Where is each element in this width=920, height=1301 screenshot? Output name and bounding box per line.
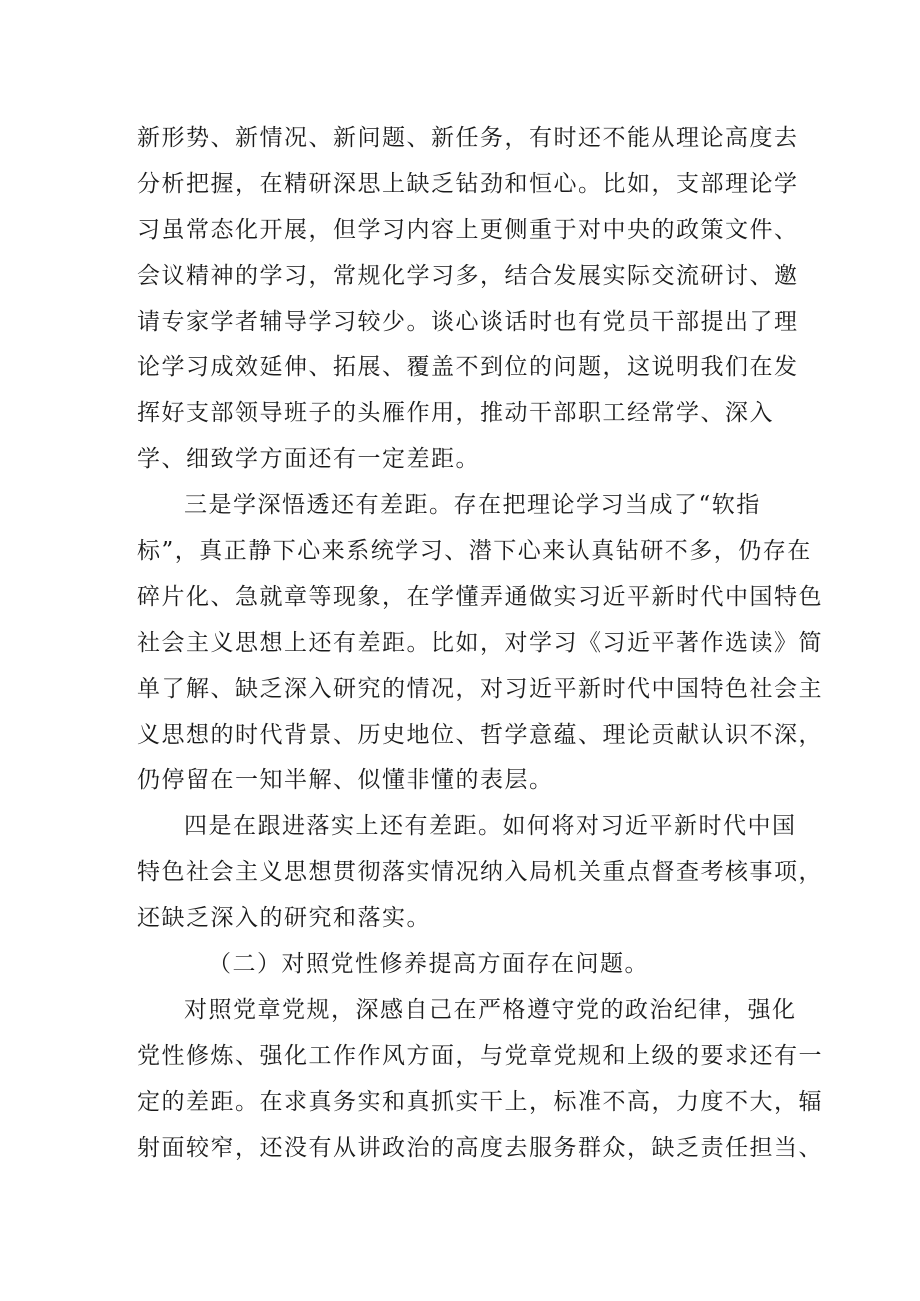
text-line: 还缺乏深入的研究和落实。 [137,905,431,932]
text-line: 定的差距。在求真务实和真抓实干上，标准不高，力度不大，辐 [137,1088,823,1115]
text-line: 论学习成效延伸、拓展、覆盖不到位的问题，这说明我们在发 [137,354,799,381]
text-line: 社会主义思想上还有差距。比如，对学习《习近平著作选读》简 [137,629,823,656]
paragraph-start-line: 三是学深悟透还有差距。存在把理论学习当成了“软指 [184,492,761,519]
text-line: 新形势、新情况、新问题、新任务，有时还不能从理论高度去 [137,125,799,151]
text-line: 党性修炼、强化工作作风方面，与党章党规和上级的要求还有一 [137,1042,823,1069]
paragraph-start-line: 四是在跟进落实上还有差距。如何将对习近平新时代中国 [184,813,797,840]
text-line: 义思想的时代背景、历史地位、哲学意蕴、理论贡献认识不深， [137,721,823,748]
text-line: 分析把握，在精研深思上缺乏钻劲和恒心。比如，支部理论学 [137,170,799,197]
text-line: 会议精神的学习，常规化学习多，结合发展实际交流研讨、邀 [137,262,799,289]
text-line: 特色社会主义思想贯彻落实情况纳入局机关重点督查考核事项， [137,859,823,886]
text-line: 请专家学者辅导学习较少。谈心谈话时也有党员干部提出了理 [137,308,799,335]
text-line: 标”，真正静下心来系统学习、潜下心来认真钻研不多，仍存在 [137,538,812,565]
text-line: 碎片化、急就章等现象，在学懂弄通做实习近平新时代中国特色 [137,583,823,610]
section-heading: （二）对照党性修养提高方面存在问题。 [208,951,649,978]
text-line: 挥好支部领导班子的头雁作用，推动干部职工经常学、深入 [137,400,774,427]
text-line: 仍停留在一知半解、似懂非懂的表层。 [137,767,554,794]
paragraph-start-line: 对照党章党规，深感自己在严格遵守党的政治纪律，强化 [184,996,797,1023]
text-line: 射面较窄，还没有从讲政治的高度去服务群众，缺乏责任担当、 [137,1134,823,1161]
text-line: 习虽常态化开展，但学习内容上更侧重于对中央的政策文件、 [137,216,799,243]
text-line: 学、细致学方面还有一定差距。 [137,446,480,473]
text-line: 单了解、缺乏深入研究的情况，对习近平新时代中国特色社会主 [137,675,823,702]
body-text [137,116,823,1171]
